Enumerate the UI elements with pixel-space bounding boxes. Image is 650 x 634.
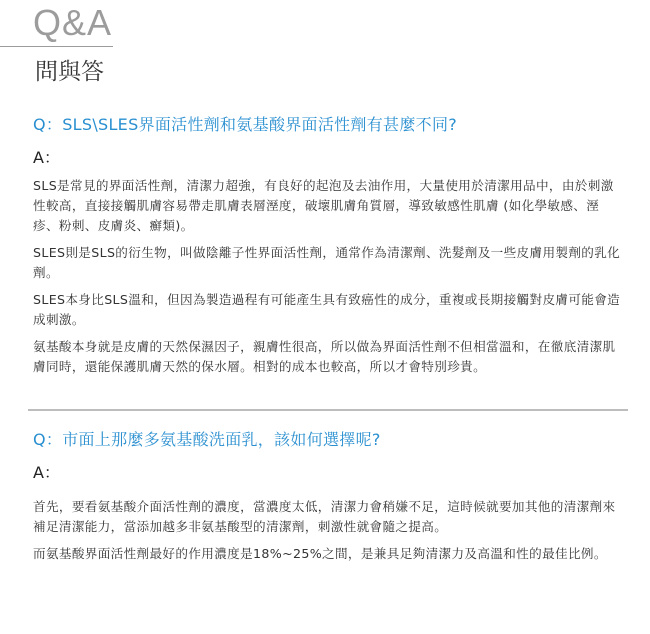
page-title: 問與答 (35, 59, 104, 85)
question-1: Q：SLS\SLES界面活性劑和氨基酸界面活性劑有甚麼不同? (33, 115, 458, 134)
header-rule (0, 46, 113, 47)
answer-1-paragraph-4: 氨基酸本身就是皮膚的天然保濕因子，親膚性很高，所以做為界面活性劑不但相當溫和，在徹底清潔肌膚同時，還能保護肌膚天然的保水層。相對的成本也較高，所以才會特別珍貴。 (33, 339, 616, 374)
header-title-en: Q&A (33, 2, 113, 43)
section-divider (28, 409, 628, 411)
qa-section-2 (33, 429, 623, 571)
answer-label-1: A： (33, 148, 60, 167)
answer-label-2: A： (33, 463, 60, 482)
question-2: Q：市面上那麼多氨基酸洗面乳，該如何選擇呢? (33, 430, 381, 449)
answer-2-paragraph-1: 首先，要看氨基酸介面活性劑的濃度，當濃度太低，清潔力會稍嫌不足，這時候就要加其他的清潔劑來補足清潔能力，當添加越多非氨基酸型的清潔劑，刺激性就會隨之提高。 (33, 499, 616, 534)
answer-1-paragraph-3: SLES本身比SLS溫和，但因為製造過程有可能產生具有致癌性的成分，重複或長期接觸對皮膚可能會造成刺激。 (33, 292, 621, 327)
answer-2-paragraph-2: 而氨基酸界面活性劑最好的作用濃度是18%~25%之間，是兼具足夠清潔力及高溫和性的最佳比例。 (33, 546, 607, 561)
answer-1-paragraph-2: SLES則是SLS的衍生物，叫做陰離子性界面活性劑，通常作為清潔劑、洗髮劑及一些皮膚用製劑的乳化劑。 (33, 245, 621, 280)
qa-section-1 (33, 114, 623, 384)
answer-1-paragraph-1: SLS是常見的界面活性劑，清潔力超強，有良好的起泡及去油作用，大量使用於清潔用品中，由於刺激性較高，直接接觸肌膚容易帶走肌膚表層溼度，破壞肌膚角質層，導致敏感性肌膚 (如化學敏感、溼疹、粉刺、皮膚炎、癬類)。 (33, 178, 614, 233)
